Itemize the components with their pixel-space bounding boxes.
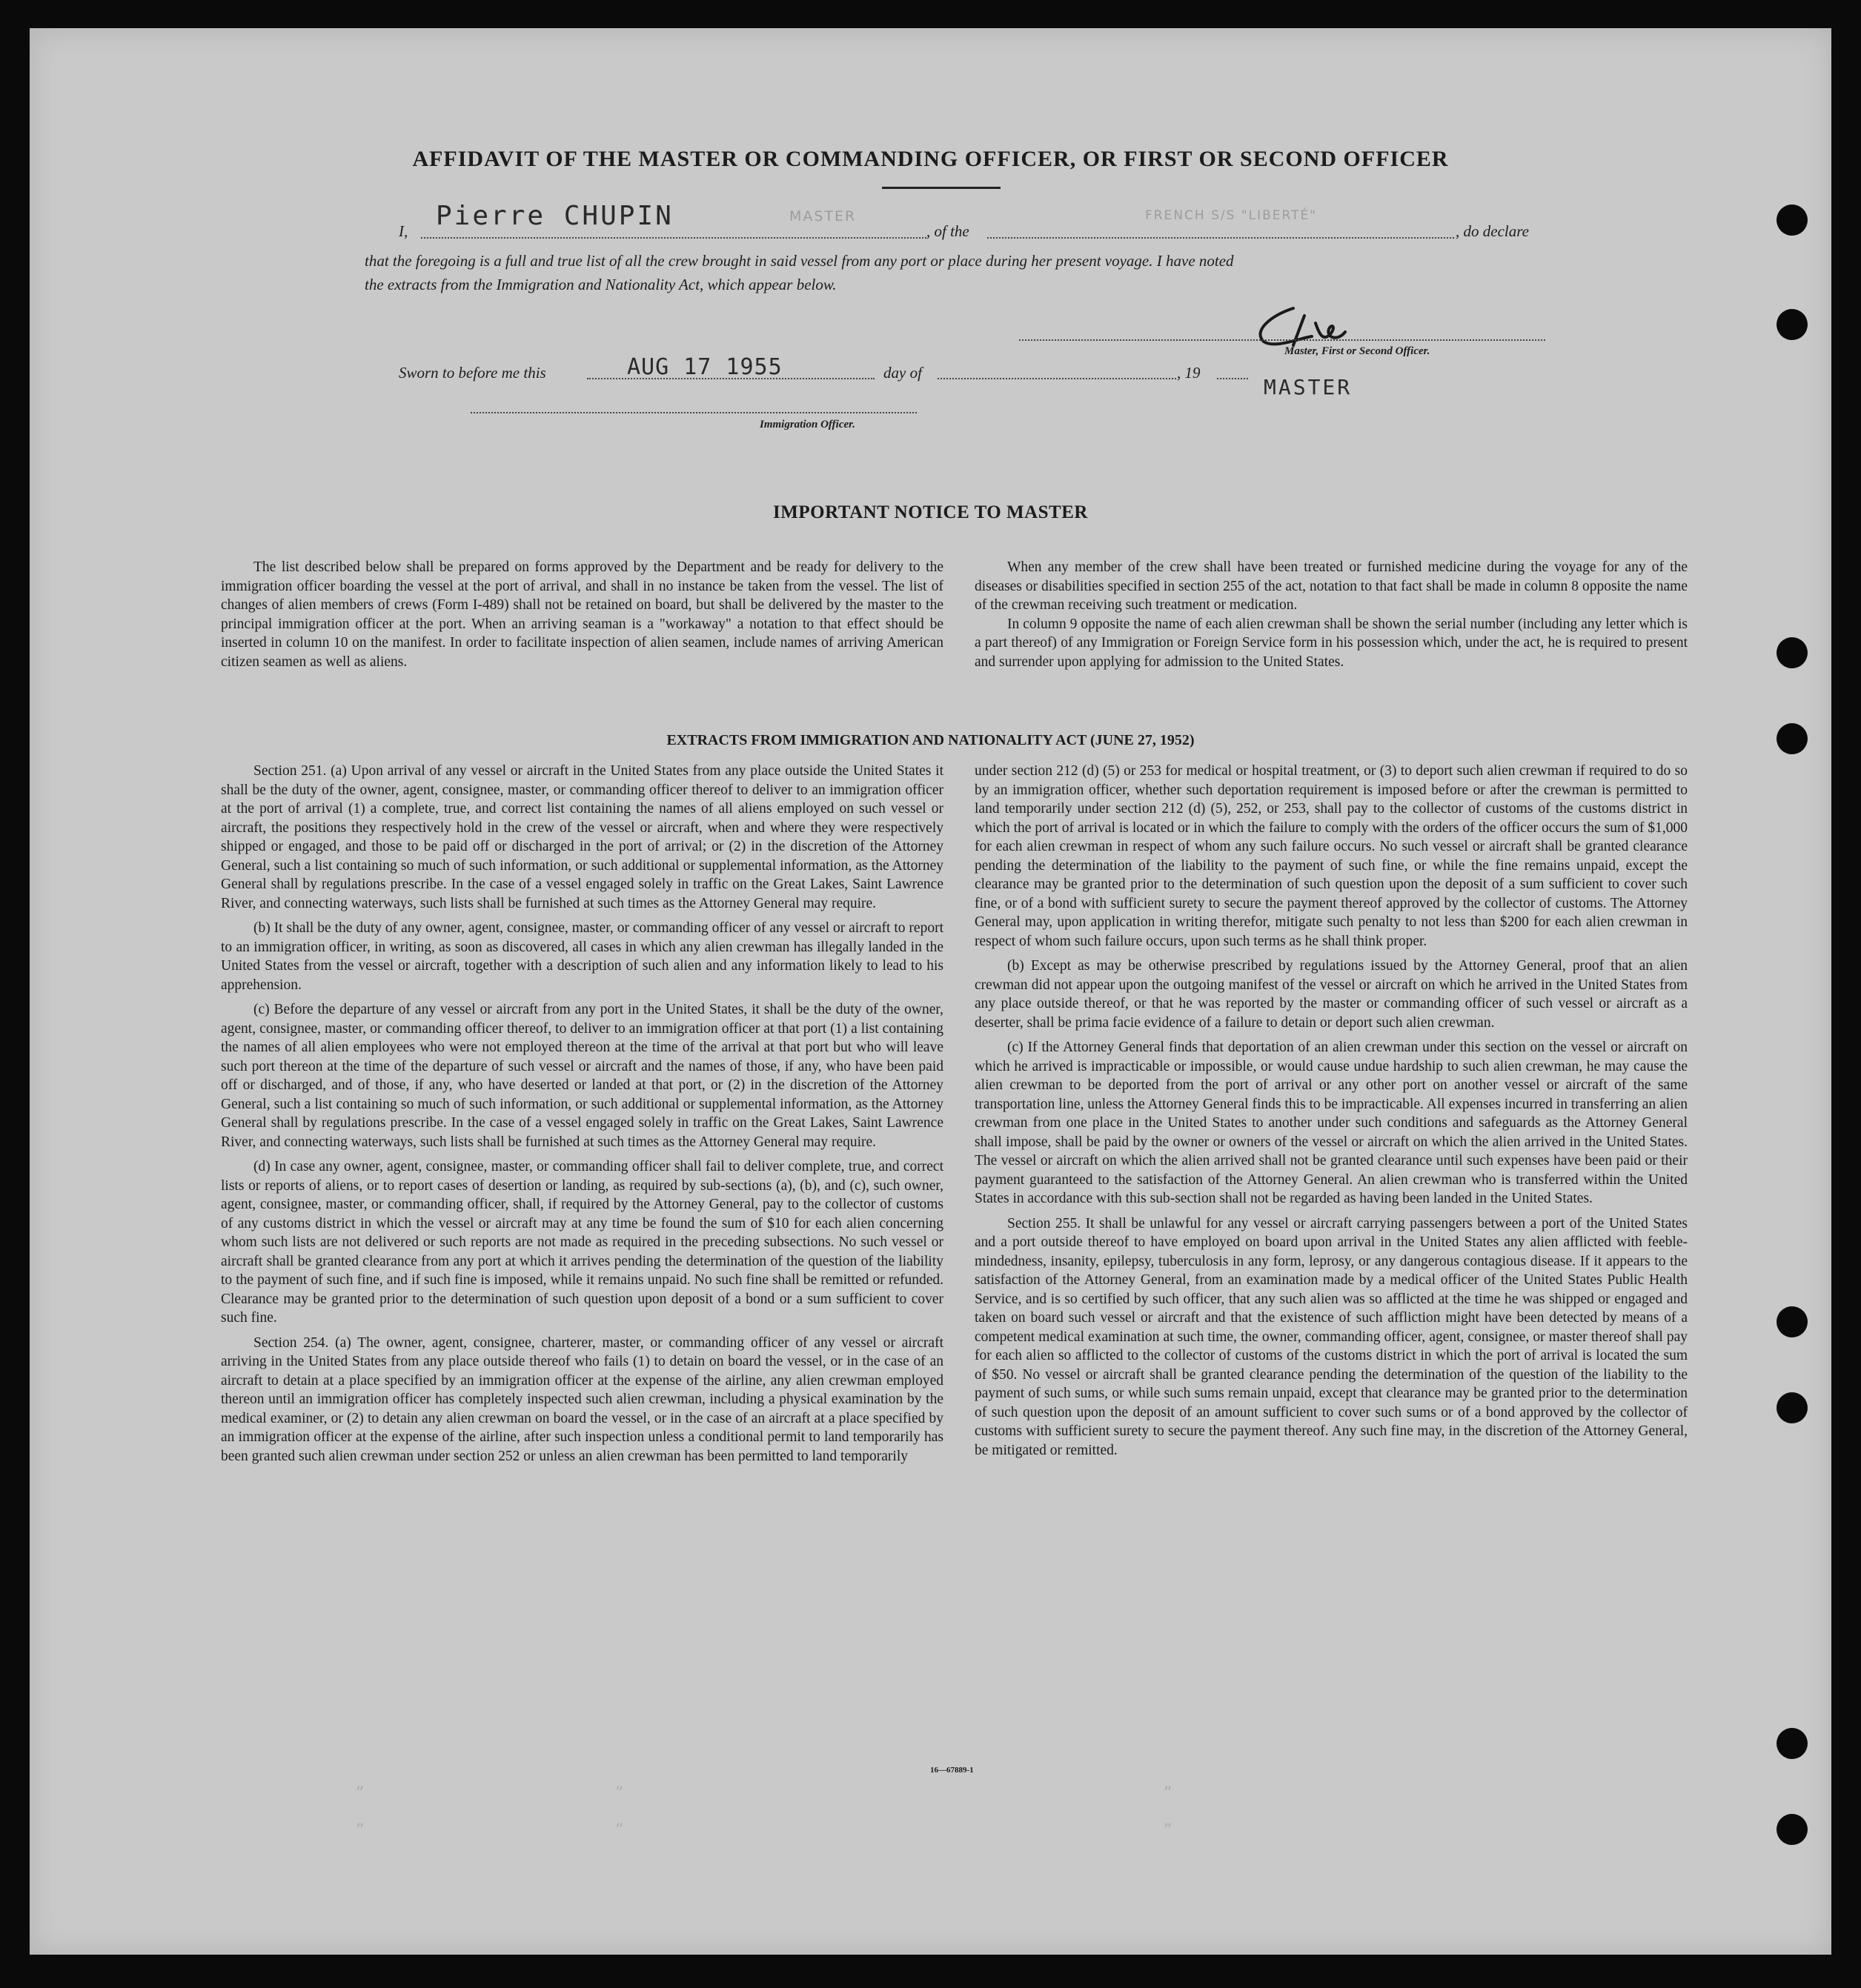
section-254b: (b) Except as may be otherwise prescribed by regulations issued by the Attorney General, proof that an alien crewman did not appear upon the outgoing manifest of the vessel or aircraft on which he arrived in the United States from any place outside thereof, or that he was reported by the master or commanding officer of such vessel or aircraft as a deserter, shall be prima facie evidence of a failure to detain or deport such alien crewman. bbox=[975, 958, 1688, 1031]
notice-heading: IMPORTANT NOTICE TO MASTER bbox=[773, 502, 1088, 522]
affidavit-title: AFFIDAVIT OF THE MASTER OR COMMANDING OFFICER, OR FIRST OR SECOND OFFICER bbox=[412, 147, 1449, 171]
section-254a-continued: under section 212 (d) (5) or 253 for medical or hospital treatment, or (3) to deport such alien crewman if required to do so by an immigration officer, whether such deportation requirement is imposed before or after the crewman is permitted to land temporarily under section 212 (d) (5), 252, or 253, shall pay to the collector of customs of the customs district in which the port of arrival is located or in which the failure to comply with the orders of the officer occurs the sum of $1,000 for each alien crewman in respect of whom any such failure occurs. No such vessel or aircraft shall be granted clearance pending the determination of the liability to the payment of such fine, or while the fine remains unpaid, except the clearance may be granted prior to the determination of such question upon the deposit of a sum sufficient to cover such fine, or of a bond with sufficient surety to secure the payment thereof approved by the collector of customs. The Attorney General may, upon application in writing therefor, mitigate such penalty to not less than $200 for each alien crewman in respect of whom such failure occurs, upon such terms as he shall think proper. bbox=[975, 763, 1688, 949]
section-251a: Section 251. (a) Upon arrival of any vessel or aircraft in the United States from any place outside the United States it shall be the duty of the owner, agent, consignee, master, or commanding officer thereof to deliver to an immigration officer at the port of arrival (1) a complete, true, and correct list containing the names of all aliens employed on such vessel or aircraft, the positions they respectively hold in the crew of the vessel or aircraft, when and where they were respectively shipped or engaged, and those to be paid off or discharged in the port of arrival; or (2) in the discretion of the Attorney General, such a list containing so much of such information, or such additional or supplemental information, as the Attorney General shall by regulations prescribe. In the case of a vessel engaged solely in traffic on the Great Lakes, Saint Lawrence River, and connecting waterways, such lists shall be furnished at such times as the Attorney General may require. bbox=[221, 763, 943, 911]
signature-title-stamp: MASTER bbox=[1264, 375, 1353, 399]
bleed-through-mark: ” bbox=[615, 1784, 624, 1803]
title-rule bbox=[882, 187, 1001, 189]
bleed-through-mark: ” bbox=[356, 1821, 365, 1840]
section-251d: (d) In case any owner, agent, consignee, master, or commanding officer shall fail to deliver complete, true, and correct lists or reports of aliens, or to report cases of desertion or landing, as required by sub-sections (a), (b), and (c), such owner, agent, consignee, master, or commanding officer, shall, if required by the Attorney General, pay to the collector of customs of any customs district in which the vessel or aircraft may at any time be found the sum of $10 for each alien concerning whom such lists are not delivered or such reports are not made as required in the preceding subsections. No such vessel or aircraft shall be granted clearance from any port at which it arrives pending the determination of the question of the liability to the payment of such fine, and if such fine is imposed, while it remains unpaid. No such fine shall be remitted or refunded. Clearance may be granted prior to the determination of such question upon deposit of a bond or a sum sufficient to cover such fine. bbox=[221, 1159, 943, 1326]
bleed-through-mark: ” bbox=[1164, 1821, 1172, 1840]
binder-hole bbox=[1777, 309, 1808, 340]
master-name: Pierre CHUPIN bbox=[436, 201, 674, 231]
binder-hole bbox=[1777, 205, 1808, 236]
notice-left-column bbox=[221, 558, 943, 671]
vessel-faint-text: FRENCH S/S "LIBERTÉ" bbox=[1145, 208, 1318, 223]
signature-caption: Master, First or Second Officer. bbox=[1284, 345, 1430, 357]
section-254a: Section 254. (a) The owner, agent, consignee, charterer, master, or commanding officer of any vessel or aircraft arriving in the United States from any place outside thereof who fails (1) to detain on board the vessel, or in the case of an aircraft to detain at a place specified by an immigration officer at the expense of the airline, any alien crewman employed thereon until an immigration officer has completely inspected such alien crewman, including a physical examination by the medical examiner, or (2) to detain any alien crewman on board the vessel, or in the case of an aircraft at a place specified by an immigration officer at the expense of the airline, after such inspection unless a conditional permit to land temporarily has been granted such alien crewman under section 252 or unless an alien crewman has been permitted to land temporarily bbox=[221, 1334, 943, 1464]
binder-hole bbox=[1777, 1392, 1808, 1423]
statement-line-1: that the foregoing is a full and true list of all the crew brought in said vessel from any port or place during her present voyage. I have noted bbox=[365, 252, 1234, 270]
binder-hole bbox=[1777, 1306, 1808, 1337]
notice-right-column bbox=[975, 558, 1688, 671]
document-page bbox=[30, 28, 1831, 1955]
bleed-through-mark: ” bbox=[356, 1784, 365, 1803]
officer-signature-line bbox=[471, 412, 917, 413]
extracts-left-column bbox=[221, 762, 943, 1466]
extracts-heading: EXTRACTS FROM IMMIGRATION AND NATIONALITY ACT (JUNE 27, 1952) bbox=[666, 732, 1195, 748]
notice-paragraph: In column 9 opposite the name of each alien crewman shall be shown the serial number (including any letter which is a part thereof) of any Immigration or Foreign Service form in his possession which, under the act, he is required to present and surrender upon applying for admission to the United States. bbox=[975, 616, 1688, 670]
month-field-line bbox=[938, 378, 1176, 379]
signature-line bbox=[1019, 339, 1545, 341]
rank-faint-text: MASTER bbox=[789, 208, 857, 225]
year-label: , 19 bbox=[1177, 364, 1201, 382]
notice-paragraph: When any member of the crew shall have been treated or furnished medicine during the voyage for any of the diseases or disabilities specified in section 255 of the act, notation to that fact shall be made in column 8 opposite the name of the crewman receiving such treatment or medication. bbox=[975, 559, 1688, 613]
extracts-right-column bbox=[975, 762, 1688, 1460]
binder-hole bbox=[1777, 1728, 1808, 1759]
sworn-date-stamp: AUG 17 1955 bbox=[627, 354, 783, 380]
officer-caption: Immigration Officer. bbox=[760, 419, 855, 430]
of-the-label: , of the bbox=[926, 222, 969, 240]
notice-paragraph: The list described below shall be prepared on forms approved by the Department and be ready for delivery to the immigration officer boarding the vessel at the port of arrival, and shall in no instance be taken from the vessel. The list of changes of alien members of crews (Form I-489) shall not be retained on board, but shall be delivered by the master to the principal immigration officer at the port. When an arriving seaman is a "workaway" a notation to that effect should be inserted in column 10 on the manifest. In order to facilitate inspection of alien seamen, include names of arriving American citizen seamen as well as aliens. bbox=[221, 559, 943, 670]
day-of-label: day of bbox=[883, 364, 922, 382]
vessel-field-line bbox=[987, 237, 1454, 239]
section-251c: (c) Before the departure of any vessel or aircraft from any port in the United States, it shall be the duty of the owner, agent, consignee, master, or commanding officer thereof, to deliver to an immigration officer at that port (1) a list containing the names of all alien employees who were not employed thereon at the time of the arrival at that port but who will leave such port thereon at the time of the departure of such vessel or aircraft and the names of those, if any, who have been paid off or discharged, and of those, if any, who have deserted or landed at that port, or (2) in the discretion of the Attorney General, such a list containing so much of such information, or such additional or supplemental information, as the Attorney General shall by regulations prescribe. In the case of a vessel engaged solely in traffic on the Great Lakes, Saint Lawrence River, and connecting waterways, such lists shall be furnished at such times as the Attorney General may require. bbox=[221, 1002, 943, 1150]
year-field-line bbox=[1217, 378, 1248, 379]
section-251b: (b) It shall be the duty of any owner, agent, consignee, master, or commanding officer of any vessel or aircraft to report to an immigration officer, in writing, as soon as discovered, all cases in which any alien crewman has illegally landed in the United States from the vessel or aircraft, together with a description of such alien and any information likely to lead to his apprehension. bbox=[221, 920, 943, 993]
binder-hole bbox=[1777, 1814, 1808, 1845]
i-label: I, bbox=[399, 222, 408, 240]
bleed-through-mark: ” bbox=[1164, 1784, 1172, 1803]
sworn-label: Sworn to before me this bbox=[399, 364, 546, 382]
statement-line-2: the extracts from the Immigration and Nationality Act, which appear below. bbox=[365, 276, 837, 293]
bleed-through-mark: ” bbox=[615, 1821, 624, 1840]
section-255: Section 255. It shall be unlawful for any vessel or aircraft carrying passengers between a port of the United States and a port outside thereof to have employed on board upon arrival in the United States any alien afflicted with feeble-mindedness, insanity, epilepsy, tuberculosis in any form, leprosy, or any dangerous contagious disease. If it appears to the satisfaction of the Attorney General, from an examination made by a medical officer of the United States Public Health Service, and is so certified by such officer, that any such alien was so afflicted at the time he was shipped or engaged and taken on board such vessel or aircraft and that the existence of such affliction might have been detected by means of a competent medical examination at such time, the owner, commanding officer, agent, consignee, or master thereof shall pay for each alien so afflicted to the collector of customs of the customs district in which the port of arrival is located the sum of $50. No vessel or aircraft shall be granted clearance pending the determination of the question of the liability to the payment of such sums, or while such sums remain unpaid, except that clearance may be granted prior to the determination of such question upon the deposit of an amount sufficient to cover such sums or of a bond approved by the collector of customs with sufficient surety to secure the payment thereof. Any such fine may, in the discretion of the Attorney General, be mitigated or remitted. bbox=[975, 1215, 1688, 1458]
section-254c: (c) If the Attorney General finds that deportation of an alien crewman under this section on the vessel or aircraft on which he arrived is impracticable or impossible, or would cause undue hardship to such alien crewman, he may cause the alien crewman to be deported from the port of arrival or any other port on another vessel or aircraft of the same transportation line, unless the Attorney General finds this to be impracticable. All expenses incurred in transferring an alien crewman from one place in the United States to another under such conditions and safeguards as the Attorney General shall impose, shall be paid by the owner or owners of the vessel or aircraft on which the alien arrived in the United States. The vessel or aircraft on which the alien arrived shall not be granted clearance until such expenses have been paid or their payment guaranteed to the satisfaction of the Attorney General. An alien crewman who is transferred within the United States in accordance with this sub-section shall not be regarded as having been landed in the United States. bbox=[975, 1040, 1688, 1206]
declare-label: , do declare bbox=[1456, 222, 1529, 240]
binder-hole bbox=[1777, 637, 1808, 668]
name-field-line bbox=[421, 237, 926, 239]
print-code: 16—67889-1 bbox=[930, 1766, 974, 1775]
